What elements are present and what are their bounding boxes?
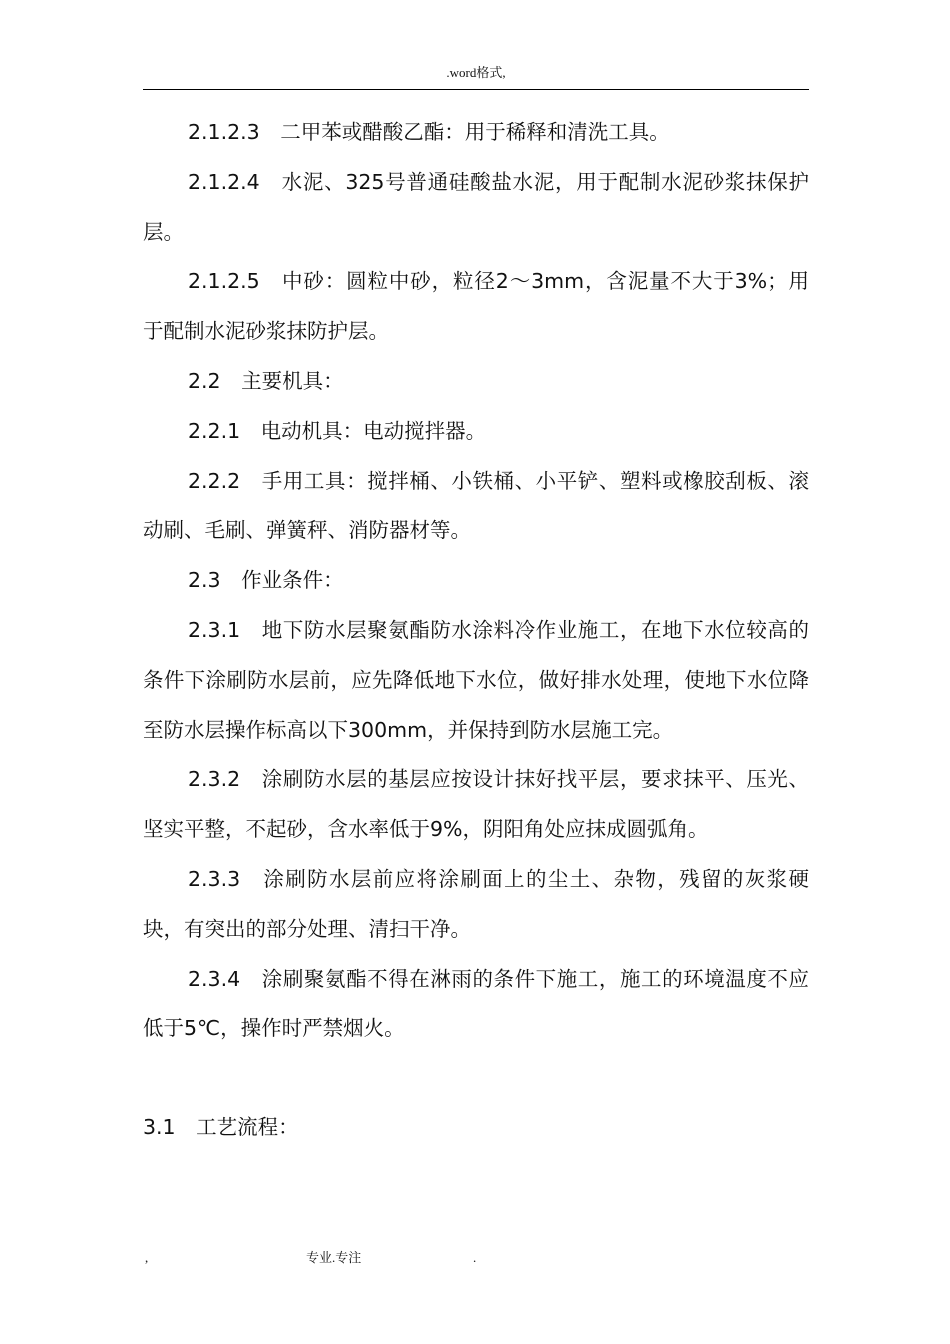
heading-2-3: 2.3 作业条件： xyxy=(188,568,344,593)
page-footer xyxy=(0,1248,950,1268)
footer-left-text: , xyxy=(145,1250,149,1265)
paragraph-2-3-2: 2.3.2 涂刷防水层的基层应按设计抹好找平层，要求抹平、压光、坚实平整，不起砂，含水率低于9%，阴阳角处应抹成圆弧角。 xyxy=(143,767,809,842)
header-text: .word格式, xyxy=(446,65,506,80)
paragraph-2-3-3: 2.3.3 涂刷防水层前应将涂刷面上的尘土、杂物，残留的灰浆硬块，有突出的部分处理、清扫干净。 xyxy=(143,866,809,941)
paragraph-2-2-1: 2.2.1 电动机具：电动搅拌器。 xyxy=(188,418,487,443)
heading-2-2: 2.2 主要机具： xyxy=(188,368,344,393)
paragraph-2-3-1: 2.3.1 地下防水层聚氨酯防水涂料冷作业施工，在地下水位较高的条件下涂刷防水层前，应先降低地下水位，做好排水处理，使地下水位降至防水层操作标高以下300mm，并保持到防水层施工完。 xyxy=(143,617,809,742)
footer-center-text: 专业.专注 xyxy=(306,1250,362,1265)
paragraph-2-1-2-3: 2.1.2.3 二甲苯或醋酸乙酯：用于稀释和清洗工具。 xyxy=(188,120,670,144)
footer-right-text: . xyxy=(473,1250,477,1265)
paragraph-2-3-4: 2.3.4 涂刷聚氨酯不得在淋雨的条件下施工，施工的环境温度不应低于5℃，操作时严禁烟火。 xyxy=(143,966,809,1041)
paragraph-2-1-2-5: 2.1.2.5 中砂：圆粒中砂，粒径2～3mm，含泥量不大于3%；用于配制水泥砂浆抹防护层。 xyxy=(143,269,809,344)
page-header xyxy=(143,64,809,90)
paragraph-2-1-2-4: 2.1.2.4 水泥、325号普通硅酸盐水泥，用于配制水泥砂浆抹保护层。 xyxy=(143,169,809,244)
paragraph-2-2-2: 2.2.2 手用工具：搅拌桶、小铁桶、小平铲、塑料或橡胶刮板、滚动刷、毛刷、弹簧秤、消防器材等。 xyxy=(143,468,809,543)
section-heading-3-1: 3.1 工艺流程： xyxy=(143,1115,299,1140)
document-body xyxy=(143,108,809,1153)
